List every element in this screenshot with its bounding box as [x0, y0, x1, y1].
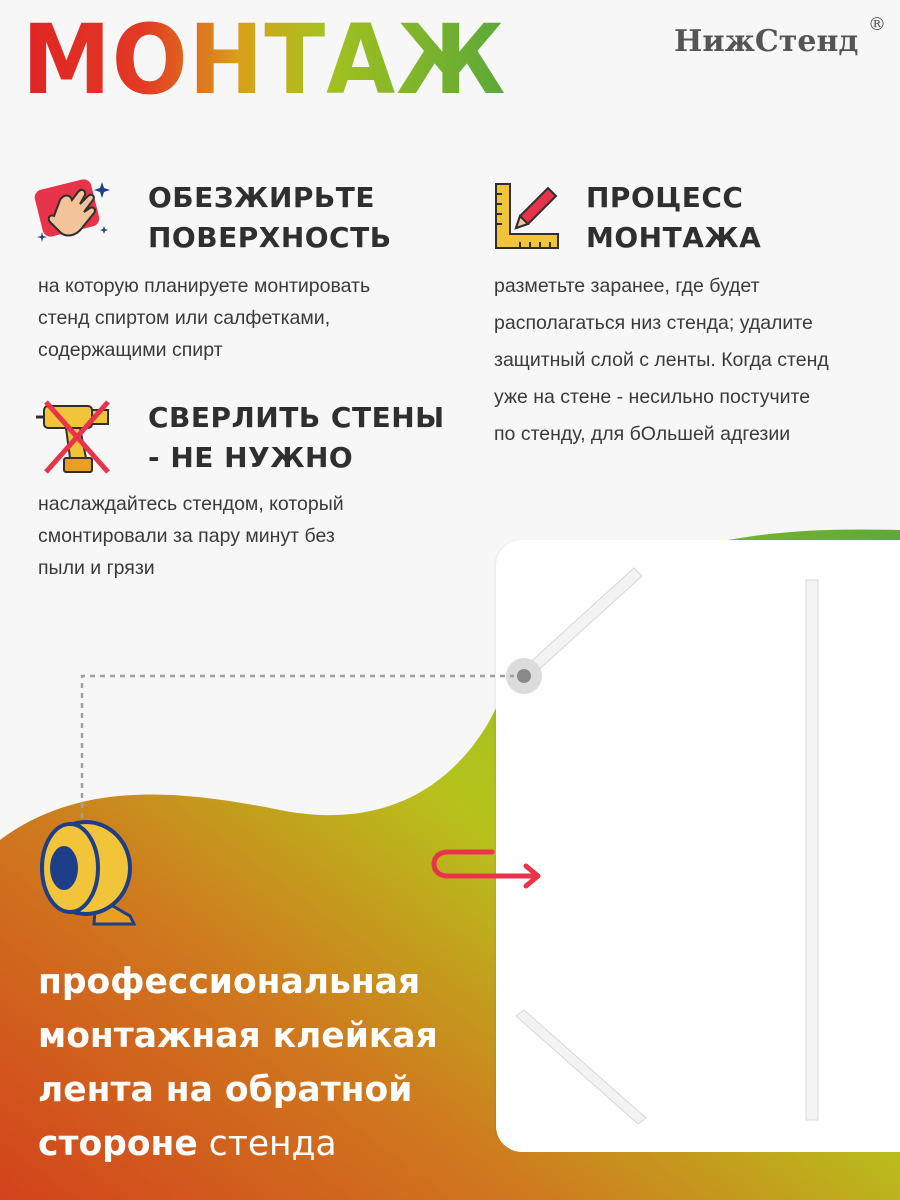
- dotted-connector: [74, 668, 514, 828]
- process-text-line: по стенду, для бОльшей адгезии: [494, 423, 791, 445]
- process-text: [494, 268, 829, 453]
- process-title-line: МОНТАЖА: [586, 221, 762, 254]
- degrease-title: [148, 178, 392, 258]
- registered-mark: ®: [868, 14, 886, 35]
- no-drill-title-line: СВЕРЛИТЬ СТЕНЫ: [148, 401, 445, 434]
- tape-strips: [496, 540, 900, 1152]
- degrease-text-line: на которую планируете монтировать: [38, 275, 371, 297]
- page-title: МОНТАЖ: [22, 4, 507, 116]
- tape-caption-line: монтажная клейкая: [38, 1016, 438, 1056]
- no-drill-text-line: наслаждайтесь стендом, который: [38, 493, 344, 515]
- tape-caption: [38, 955, 438, 1171]
- no-drill-title: [148, 398, 445, 478]
- process-text-line: располагаться низ стенда; удалите: [494, 312, 813, 334]
- process-text-line: защитный слой с ленты. Когда стенд: [494, 349, 829, 371]
- wipe-hand-icon: [30, 170, 116, 256]
- tape-caption-line: лента на обратной: [38, 1070, 413, 1110]
- degrease-title-line: ОБЕЗЖИРЬТЕ: [148, 181, 375, 214]
- ruler-pencil-icon: [492, 180, 562, 252]
- tape-roll-icon: [34, 812, 144, 928]
- degrease-title-line: ПОВЕРХНОСТЬ: [148, 221, 392, 254]
- no-drill-text-line: смонтировали за пару минут без: [38, 525, 335, 547]
- process-title-line: ПРОЦЕСС: [586, 181, 744, 214]
- process-text-line: разметьте заранее, где будет: [494, 275, 760, 297]
- process-title: [586, 178, 761, 258]
- tape-caption-tail: стенда: [197, 1124, 337, 1164]
- brand-logo: НижСтенд: [674, 24, 859, 59]
- no-drill-text: [38, 488, 344, 584]
- no-drill-title-line: - НЕ НУЖНО: [148, 441, 354, 474]
- tape-caption-line: профессиональная: [38, 962, 421, 1002]
- no-drill-text-line: пыли и грязи: [38, 557, 155, 579]
- tape-caption-line: стороне: [38, 1124, 198, 1164]
- hook-arrow-icon: [430, 846, 546, 892]
- degrease-text-line: содержащими спирт: [38, 339, 223, 361]
- degrease-text-line: стенд спиртом или салфетками,: [38, 307, 331, 329]
- process-text-line: уже на стене - несильно постучите: [494, 386, 811, 408]
- degrease-text: [38, 270, 370, 366]
- crossed-drill-icon: [36, 398, 116, 478]
